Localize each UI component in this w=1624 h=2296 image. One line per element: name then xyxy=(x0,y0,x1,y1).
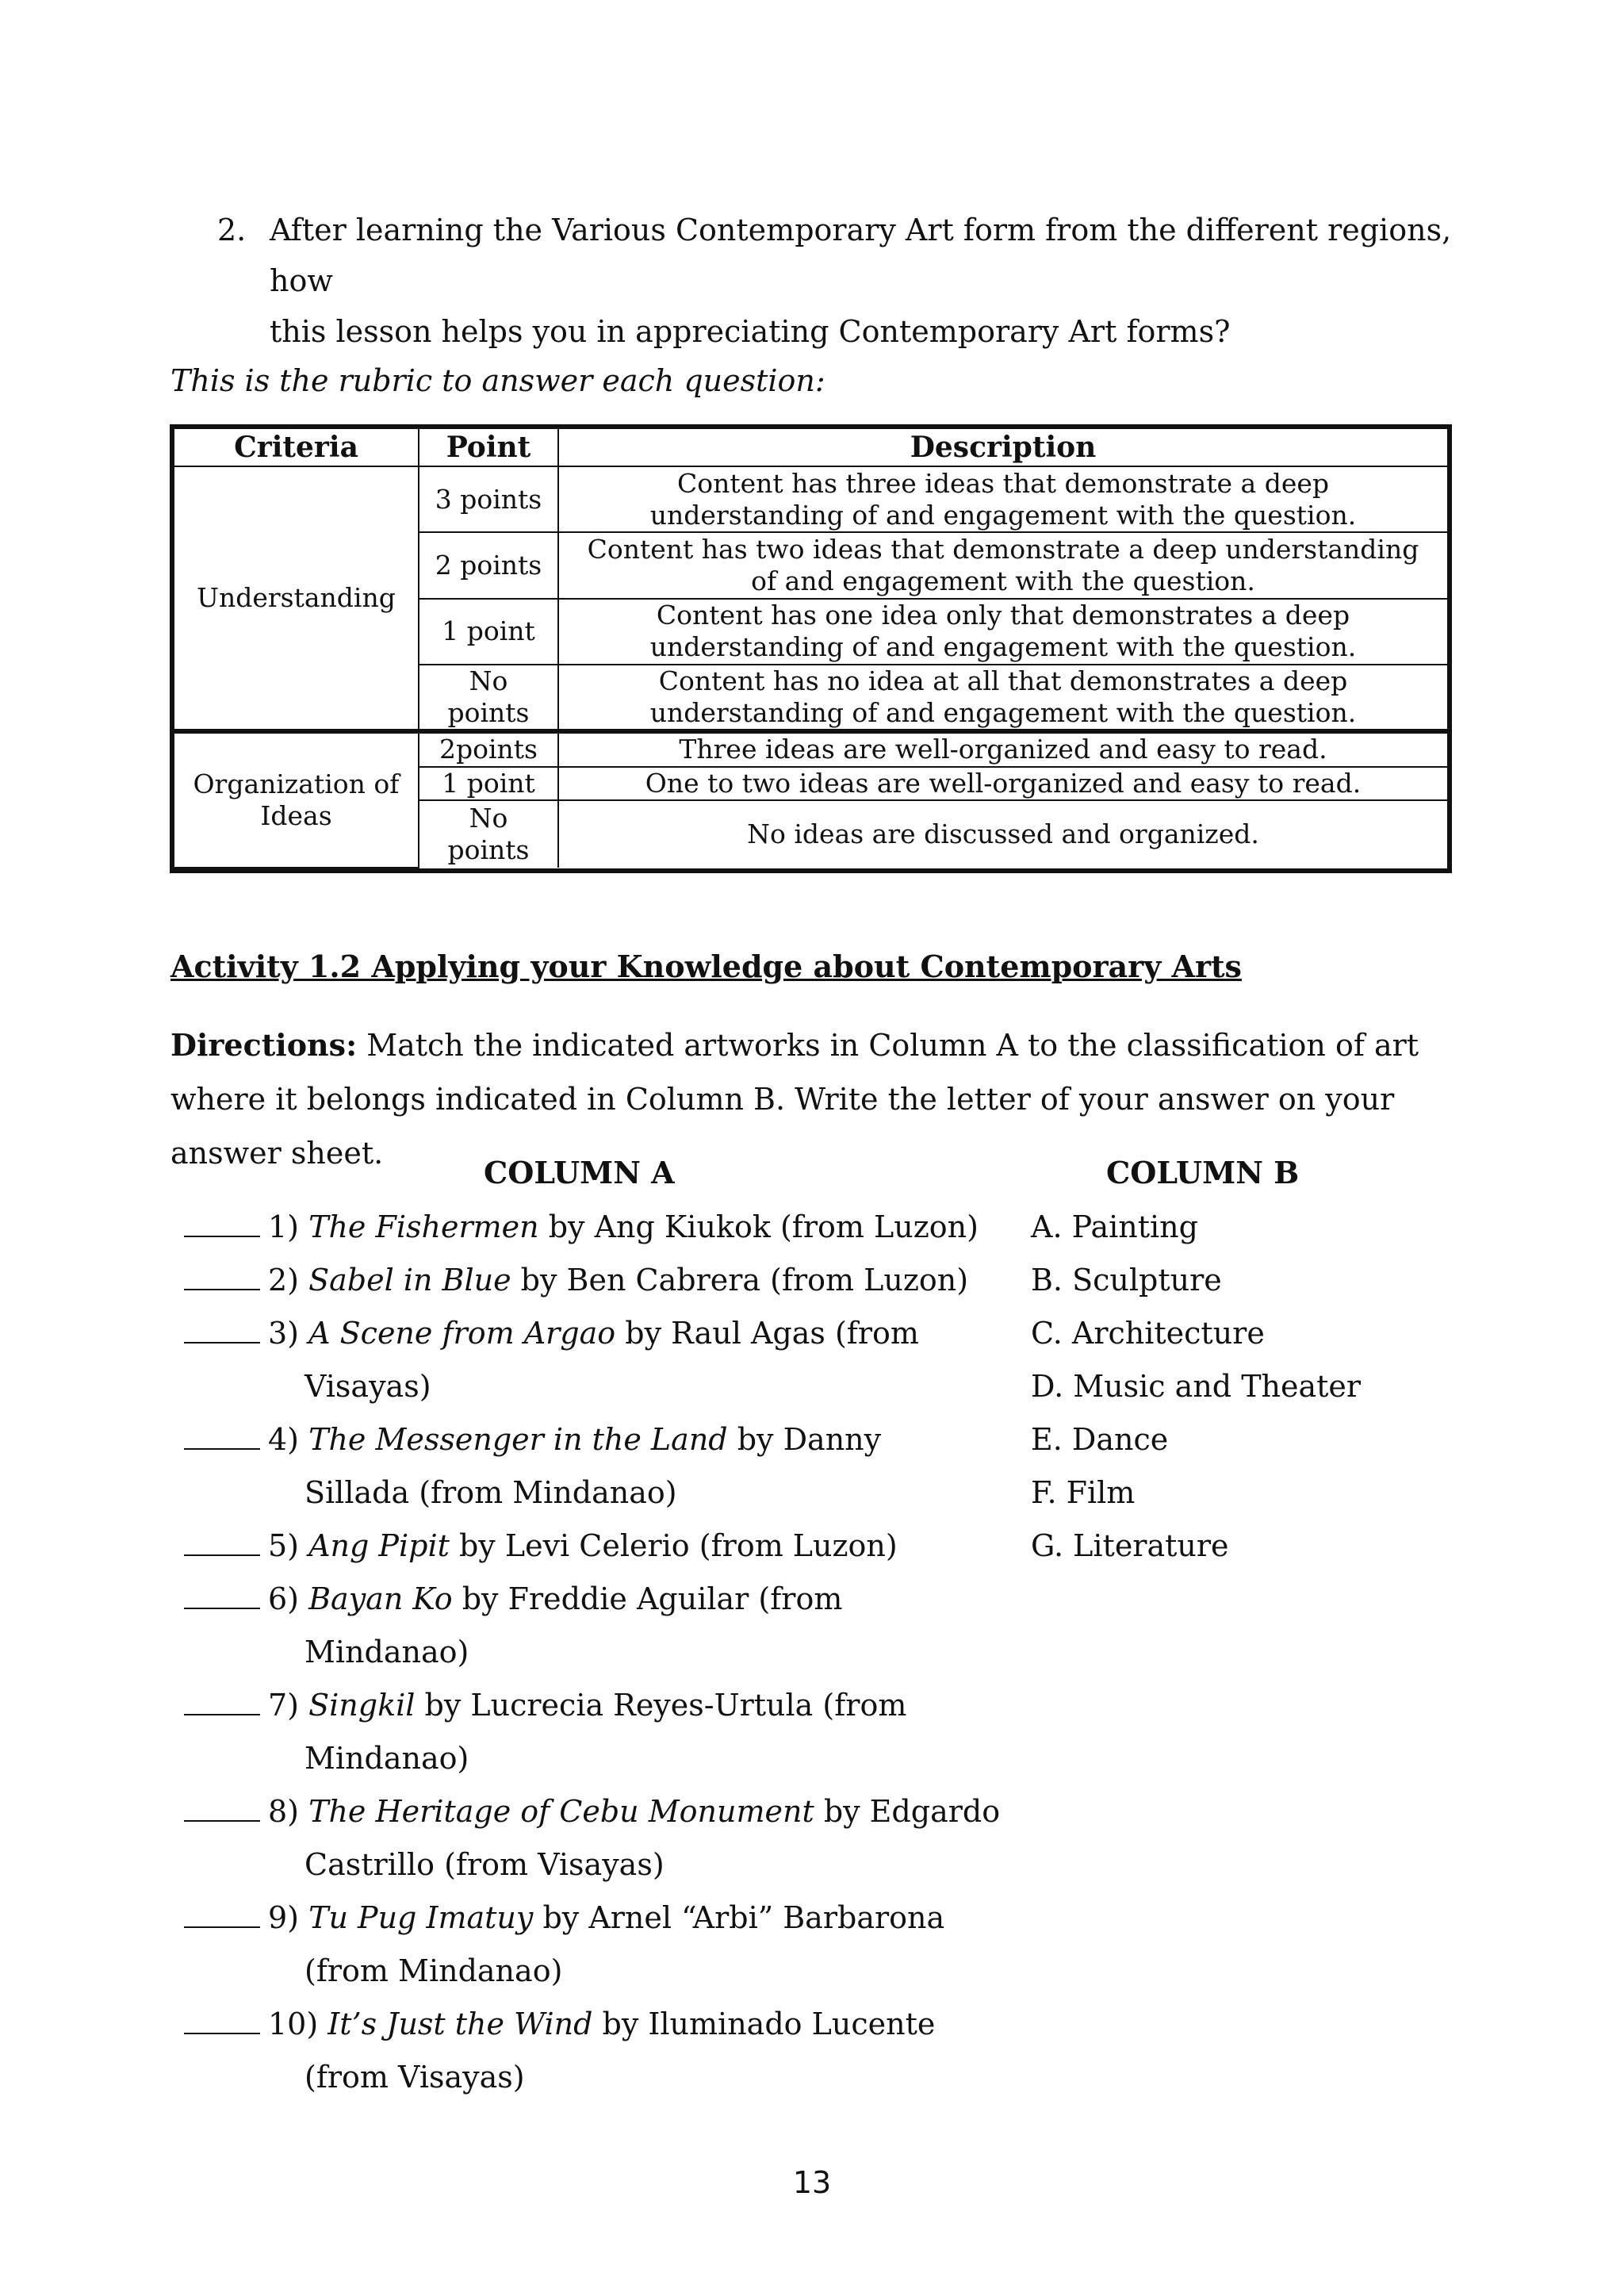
column-b-item: A. Painting xyxy=(1031,1209,1198,1244)
answer-blank[interactable] xyxy=(184,1424,260,1450)
answer-blank[interactable] xyxy=(184,1584,260,1609)
description-cell: Content has three ideas that demonstrate a deep understanding of and engagement with the question. xyxy=(558,466,1447,532)
answer-blank[interactable] xyxy=(184,1903,260,1928)
artwork-title: A Scene from Argao xyxy=(308,1316,616,1351)
description-cell: Content has two ideas that demonstrate a deep understanding of and engagement with the question. xyxy=(558,532,1447,598)
question-text xyxy=(270,205,1486,357)
list-item: 1) The Fishermen by Ang Kiukok (from Luzon) xyxy=(184,1201,1009,1254)
column-b-item: E. Dance xyxy=(1031,1422,1169,1457)
list-item: 4) The Messenger in the Land by Danny Sillada (from Mindanao) xyxy=(184,1413,1009,1520)
list-item: 9) Tu Pug Imatuy by Arnel “Arbi” Barbarona (from Mindanao) xyxy=(184,1892,1009,1998)
activity-title: Activity 1.2 Applying your Knowledge about Contemporary Arts xyxy=(170,949,1242,984)
criteria-organization: Organization of Ideas xyxy=(174,731,419,868)
answer-blank[interactable] xyxy=(184,2009,260,2034)
question-text-line-2: this lesson helps you in appreciating Contemporary Art forms? xyxy=(270,314,1231,349)
rubric-table xyxy=(170,424,1452,873)
header-description: Description xyxy=(558,429,1447,466)
column-b-item: B. Sculpture xyxy=(1031,1263,1222,1297)
list-item: 10) It’s Just the Wind by Iluminado Lucente (from Visayas) xyxy=(184,1998,1009,2104)
answer-blank[interactable] xyxy=(184,1796,260,1822)
rubric-intro: This is the rubric to answer each question: xyxy=(170,363,825,398)
header-criteria: Criteria xyxy=(174,429,419,466)
column-a-header: COLUMN A xyxy=(484,1155,675,1190)
description-cell: Three ideas are well-organized and easy to read. xyxy=(558,731,1447,766)
point-cell: 2 points xyxy=(419,532,558,598)
list-item: 6) Bayan Ko by Freddie Aguilar (from Mindanao) xyxy=(184,1573,1009,1679)
point-cell: 1 point xyxy=(419,599,558,665)
rubric-header-row xyxy=(174,429,1447,466)
column-a-list xyxy=(184,1201,1009,2104)
answer-blank[interactable] xyxy=(184,1212,260,1237)
artwork-title: It’s Just the Wind xyxy=(327,2007,593,2041)
answer-blank[interactable] xyxy=(184,1531,260,1556)
point-cell: No points xyxy=(419,665,558,731)
page-number: 13 xyxy=(792,2165,832,2200)
header-point: Point xyxy=(419,429,558,466)
point-cell: 1 point xyxy=(419,767,558,800)
column-b-item: D. Music and Theater xyxy=(1031,1369,1362,1404)
question-text-line-1: After learning the Various Contemporary Art form from the different regions, how xyxy=(270,213,1452,298)
artwork-title: Tu Pug Imatuy xyxy=(308,1900,534,1935)
description-cell: Content has no idea at all that demonstrates a deep understanding of and engagement with the question. xyxy=(558,665,1447,731)
column-b-item: G. Literature xyxy=(1031,1528,1229,1563)
artwork-title: Singkil xyxy=(308,1688,416,1723)
list-item: 8) The Heritage of Cebu Monument by Edgardo Castrillo (from Visayas) xyxy=(184,1785,1009,1892)
point-cell: 2points xyxy=(419,731,558,766)
artwork-title: Bayan Ko xyxy=(308,1581,453,1616)
description-cell: One to two ideas are well-organized and easy to read. xyxy=(558,767,1447,800)
column-b-header: COLUMN B xyxy=(1106,1155,1300,1190)
list-item: 5) Ang Pipit by Levi Celerio (from Luzon) xyxy=(184,1520,1009,1573)
description-cell: Content has one idea only that demonstrates a deep understanding of and engagement with the question. xyxy=(558,599,1447,665)
directions-text: Match the indicated artworks in Column A to the classification of art where it belongs indicated in Column B. Write the letter of your answer on your answer sheet. xyxy=(170,1028,1419,1171)
artwork-title: Ang Pipit xyxy=(308,1528,450,1563)
column-b-item: C. Architecture xyxy=(1031,1316,1265,1351)
artwork-title: The Messenger in the Land xyxy=(308,1422,728,1457)
rubric-row xyxy=(174,466,1447,532)
criteria-understanding: Understanding xyxy=(174,466,419,731)
list-item: 2) Sabel in Blue by Ben Cabrera (from Luzon) xyxy=(184,1254,1009,1307)
rubric-row xyxy=(174,731,1447,766)
point-cell: No points xyxy=(419,800,558,868)
question-number: 2. xyxy=(217,213,247,247)
question-2 xyxy=(217,205,1486,357)
point-cell: 3 points xyxy=(419,466,558,532)
artwork-title: The Fishermen xyxy=(308,1209,539,1244)
column-b-list xyxy=(1031,1201,1361,1573)
description-cell: No ideas are discussed and organized. xyxy=(558,800,1447,868)
column-b-item: F. Film xyxy=(1031,1475,1136,1510)
list-item: 7) Singkil by Lucrecia Reyes-Urtula (from Mindanao) xyxy=(184,1679,1009,1785)
artwork-title: Sabel in Blue xyxy=(308,1263,511,1297)
answer-blank[interactable] xyxy=(184,1690,260,1715)
list-item: 3) A Scene from Argao by Raul Agas (from Visayas) xyxy=(184,1307,1009,1413)
answer-blank[interactable] xyxy=(184,1265,260,1290)
artwork-title: The Heritage of Cebu Monument xyxy=(308,1794,814,1829)
answer-blank[interactable] xyxy=(184,1318,260,1343)
directions-label: Directions: xyxy=(170,1027,358,1063)
